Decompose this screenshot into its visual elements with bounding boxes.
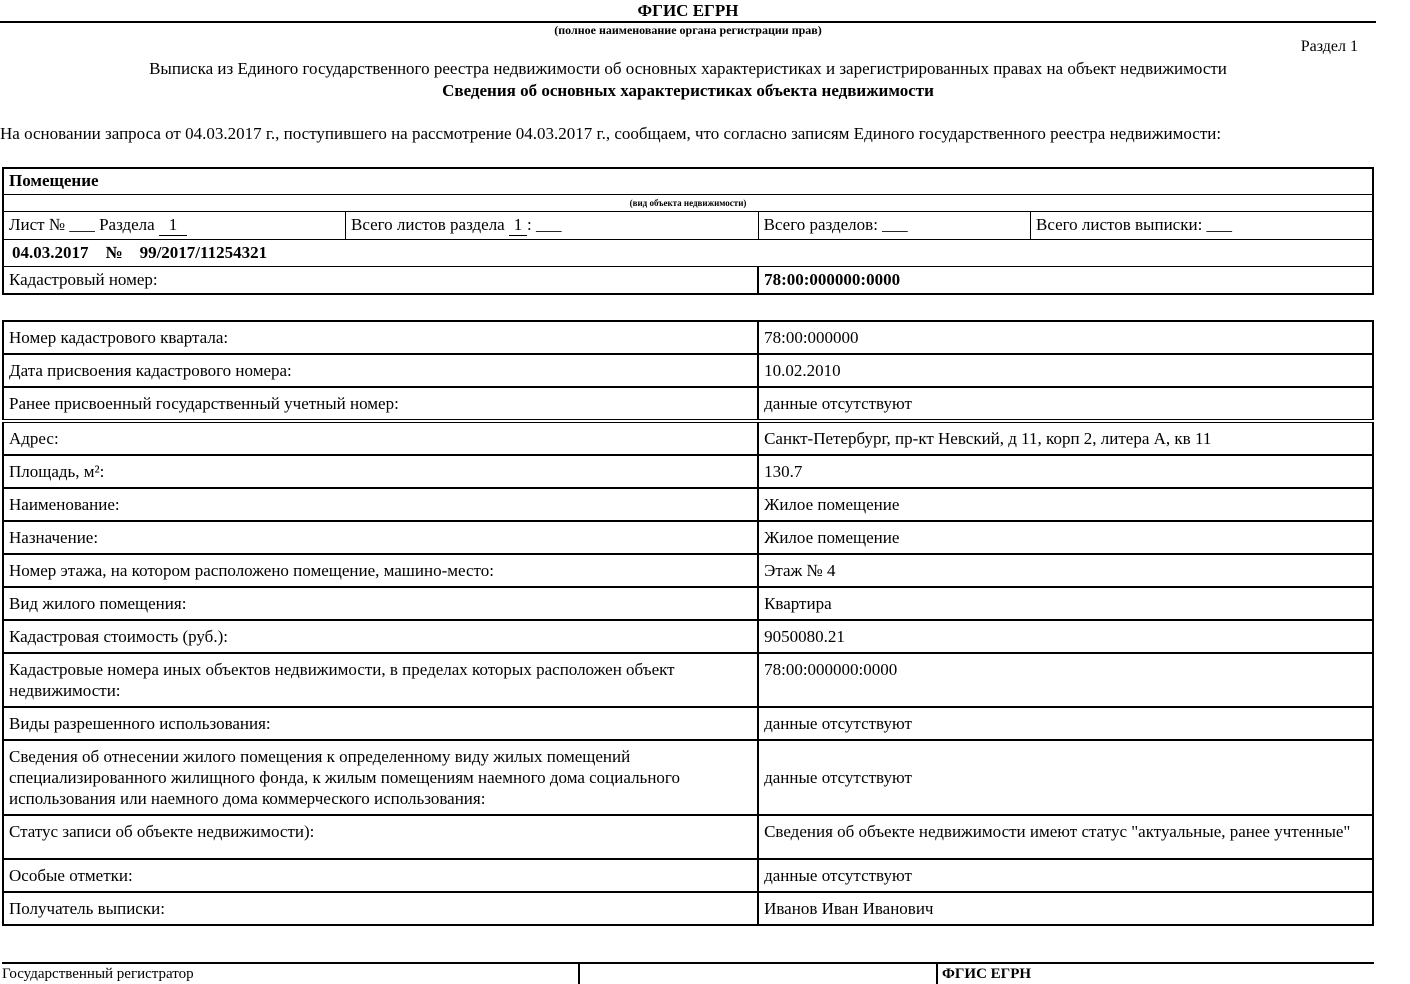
table-row (3, 488, 1373, 521)
extract-title: Выписка из Единого государственного реестра недвижимости об основных характеристиках и зарегистрированных правах на объект недвижимости (149, 59, 1227, 78)
table-row (3, 892, 1373, 925)
row-label: Особые отметки: (3, 859, 758, 892)
footer-org: ФГИС ЕГРН (942, 966, 1032, 982)
signature-footer (2, 962, 1374, 984)
table-row (3, 387, 1373, 421)
row-label: Номер кадастрового квартала: (9, 328, 229, 347)
footer-divider (936, 964, 938, 984)
characteristics-table (2, 320, 1374, 926)
row-value: Санкт-Петербург, пр-кт Невский, д 11, корп 2, литера А, кв 11 (758, 421, 1373, 455)
sheet-number: Лист № ___ Раздела 1 (3, 211, 346, 239)
row-label: Адрес: (3, 421, 758, 455)
row-label: Сведения об отнесении жилого помещения к определенному виду жилых помещений специализированного жилищного фонда, к жилым помещениям наемного дома социального использования или наемного дома коммерческого использования: (3, 740, 758, 815)
row-label: Кадастровые номера иных объектов недвижимости, в пределах которых расположен объект недвижимости: (3, 653, 758, 707)
row-value: 9050080.21 (758, 620, 1373, 653)
table-row (3, 859, 1373, 892)
footer-divider (578, 964, 580, 984)
table-row (3, 707, 1373, 740)
cadastral-number-value: 78:00:000000:0000 (758, 266, 1373, 294)
basis-paragraph: На основании запроса от 04.03.2017 г., поступившего на рассмотрение 04.03.2017 г., сообщаем, что согласно записям Единого государственного реестра недвижимости: (0, 124, 1222, 143)
table-row (3, 620, 1373, 653)
total-sections: Всего разделов: ___ (758, 211, 1030, 239)
table-row (3, 815, 1373, 859)
total-sheets-extract: Всего листов выписки: ___ (1030, 211, 1373, 239)
cadastral-number-label: Кадастровый номер: (3, 266, 758, 294)
footer-registrar: Государственный регистратор (2, 966, 194, 982)
table-row (3, 740, 1373, 815)
row-value: данные отсутствуют (758, 859, 1373, 892)
row-value: Жилое помещение (758, 488, 1373, 521)
table-row (3, 321, 1373, 354)
row-label: Виды разрешенного использования: (3, 707, 758, 740)
row-value: 10.02.2010 (758, 354, 1373, 387)
row-value: данные отсутствуют (758, 387, 1373, 421)
extract-subtitle: Сведения об основных характеристиках объекта недвижимости (442, 81, 934, 100)
row-value: 78:00:000000 (758, 321, 1373, 354)
row-label: Дата присвоения кадастрового номера: (3, 354, 758, 387)
section-label: Раздел 1 (1300, 38, 1358, 55)
table-row (3, 354, 1373, 387)
object-type-caption: (вид объекта недвижимости) (3, 194, 1373, 211)
row-value: Квартира (758, 587, 1373, 620)
row-value: Жилое помещение (758, 521, 1373, 554)
row-value: 130.7 (758, 455, 1373, 488)
row-label: Наименование: (3, 488, 758, 521)
org-title: ФГИС ЕГРН (637, 1, 739, 20)
row-label: Ранее присвоенный государственный учетный номер: (3, 387, 758, 421)
table-row (3, 554, 1373, 587)
object-type: Помещение (9, 171, 99, 191)
row-value: данные отсутствуют (758, 740, 1373, 815)
table-row (3, 455, 1373, 488)
table-row (3, 653, 1373, 707)
row-label: Назначение: (3, 521, 758, 554)
object-header-table (2, 167, 1374, 295)
row-value: Сведения об объекте недвижимости имеют статус "актуальные, ранее учтенные" (758, 815, 1373, 859)
total-sheets-section: Всего листов раздела 1 : ___ (346, 211, 759, 239)
row-label: Статус записи об объекте недвижимости): (3, 815, 758, 859)
date-number: 04.03.2017 № 99/2017/11254321 (3, 239, 1373, 266)
table-row (3, 421, 1373, 455)
row-label: Площадь, м²: (3, 455, 758, 488)
row-label: Вид жилого помещения: (3, 587, 758, 620)
characteristics-rows (3, 321, 1373, 925)
row-value: 78:00:000000:0000 (758, 653, 1373, 707)
row-value: Этаж № 4 (758, 554, 1373, 587)
row-label: Номер этажа, на котором расположено помещение, машино-место: (3, 554, 758, 587)
row-label: Получатель выписки: (3, 892, 758, 925)
org-caption: (полное наименование органа регистрации прав) (554, 23, 822, 37)
row-value: данные отсутствуют (758, 707, 1373, 740)
row-label: Кадастровая стоимость (руб.): (3, 620, 758, 653)
row-value: Иванов Иван Иванович (758, 892, 1373, 925)
table-row (3, 521, 1373, 554)
table-row (3, 587, 1373, 620)
